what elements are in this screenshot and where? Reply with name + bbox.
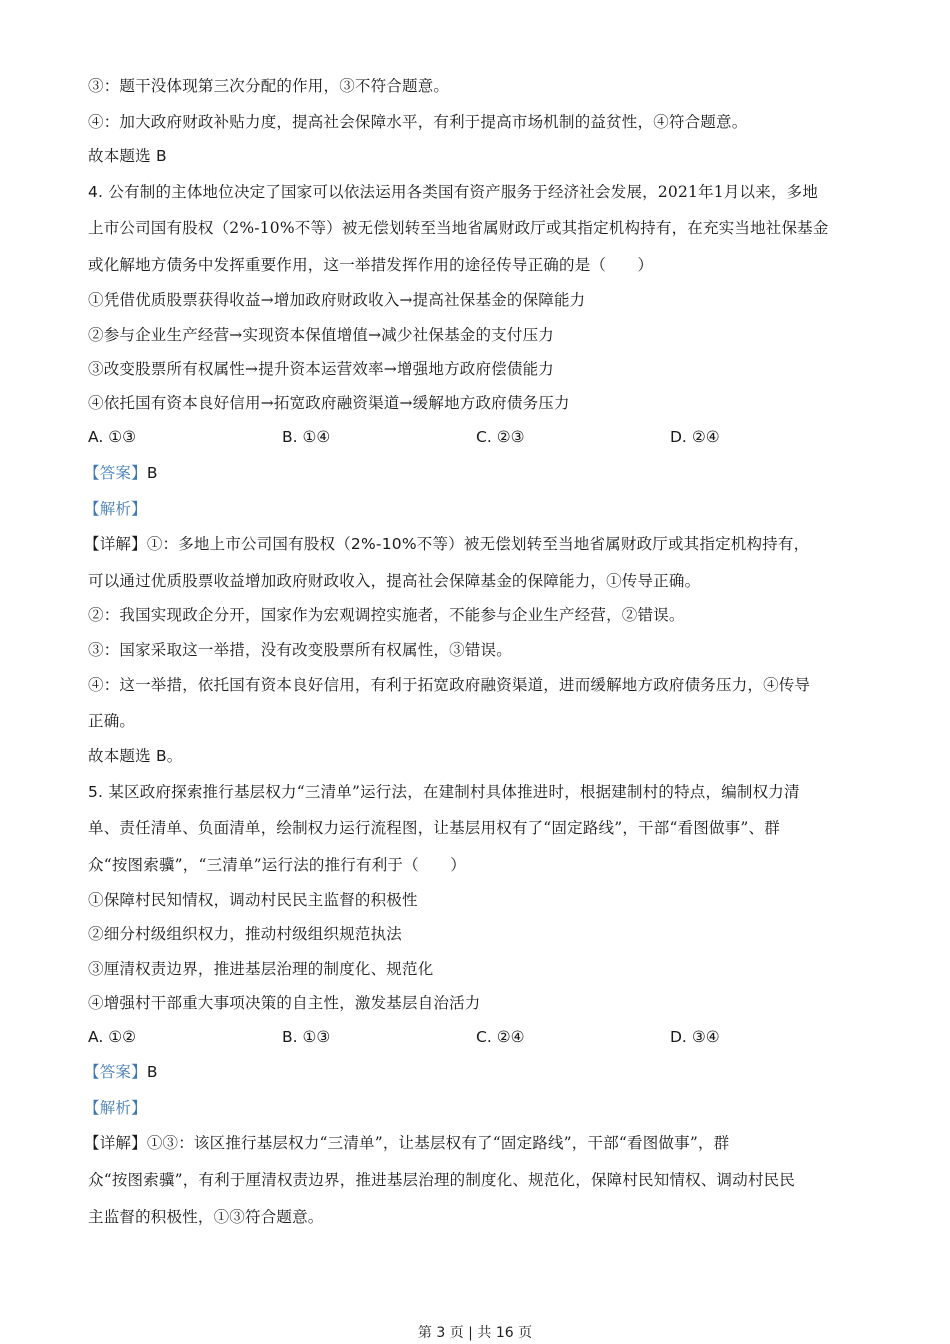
answer-label: 【答案】: [84, 1063, 147, 1081]
detail-text: ①③：该区推行基层权力“三清单”，让基层权有了“固定路线”，干部“看图做事”，群: [146, 1134, 730, 1152]
q4-detail-line-5: ④：这一举措，依托国有资本良好信用，有利于拓宽政府融资渠道，进而缓解地方政府债务压力，④传导: [88, 676, 811, 694]
q5-detail-line-1: [84, 1133, 729, 1153]
option-letter: D.: [670, 428, 687, 446]
conclusion-text: 故本题选: [88, 747, 151, 765]
q5-statement-1: ①保障村民知情权，调动村民民主监督的积极性: [88, 891, 418, 909]
option-letter: A.: [88, 1028, 104, 1046]
option-letter: B.: [282, 428, 298, 446]
prev-analysis-line-4: ④：加大政府财政补贴力度，提高社会保障水平，有利于提高市场机制的益贫性，④符合题意。: [88, 113, 748, 131]
q4-detail-line-6: 正确。: [88, 712, 136, 730]
q4-number: 4.: [88, 183, 104, 201]
analysis-label: 【解析】: [84, 500, 147, 518]
q5-option-d: [670, 1027, 720, 1047]
q4-detail-line-1: [84, 534, 809, 554]
q4-option-b: [282, 427, 330, 447]
q5-statement-2: ②细分村级组织权力，推动村级组织规范执法: [88, 925, 403, 943]
detail-text: 不等）被无偿划转至当地省属财政厅或其指定机构持有，: [416, 535, 810, 553]
current-page-number: 3: [436, 1325, 446, 1341]
q4-detail-line-2: 可以通过优质股票收益增加政府财政收入，提高社会保障基金的保障能力，①传导正确。: [88, 572, 701, 590]
analysis-label: 【解析】: [84, 1099, 147, 1117]
detail-label: 【详解】: [84, 535, 147, 553]
q5-option-a: [88, 1027, 136, 1047]
q5-option-b: [282, 1027, 330, 1047]
detail-percent: 2%-10%: [350, 535, 417, 553]
q5-analysis-label: [84, 1098, 147, 1118]
option-letter: A.: [88, 428, 104, 446]
q5-detail-line-3: 主监督的积极性，①③符合题意。: [88, 1208, 324, 1226]
q4-statement-4: ④依托国有资本良好信用→拓宽政府融资渠道→缓解地方政府债务压力: [88, 394, 570, 412]
option-letter: B.: [282, 1028, 298, 1046]
q4-detail-line-4: ③：国家采取这一举措，没有改变股票所有权属性，③错误。: [88, 641, 512, 659]
q5-statement-4: ④增强村干部重大事项决策的自主性，激发基层自治活力: [88, 994, 481, 1012]
option-value: ②③: [496, 428, 525, 446]
answer-value: B: [146, 1063, 158, 1081]
conclusion-answer: B: [155, 747, 167, 765]
conclusion-text: 故本题选: [88, 147, 151, 165]
q4-statement-1: ①凭借优质股票获得收益→增加政府财政收入→提高社保基金的保障能力: [88, 291, 586, 309]
answer-label: 【答案】: [84, 464, 147, 482]
option-letter: C.: [476, 428, 492, 446]
q5-option-c: [476, 1027, 524, 1047]
footer-text: 页: [518, 1325, 533, 1341]
prev-conclusion: [88, 146, 167, 166]
option-value: ①②: [108, 1028, 136, 1046]
q5-detail-line-2: 众“按图索骥”，有利于厘清权责边界，推进基层治理的制度化、规范化，保障村民知情权、调动村民民: [88, 1171, 796, 1189]
prev-analysis-line-3: ③：题干没体现第三次分配的作用，③不符合题意。: [88, 77, 450, 95]
conclusion-suffix: 。: [166, 747, 183, 765]
q4-statement-2: ②参与企业生产经营→实现资本保值增值→减少社保基金的支付压力: [88, 326, 554, 344]
option-value: ②④: [496, 1028, 525, 1046]
q5-number: 5.: [88, 783, 104, 801]
q4-stem-line-3: 或化解地方债务中发挥重要作用，这一举措发挥作用的途径传导正确的是（ ）: [88, 256, 654, 274]
detail-label: 【详解】: [84, 1134, 147, 1152]
q4-detail-line-3: ②：我国实现政企分开，国家作为宏观调控实施者，不能参与企业生产经营，②错误。: [88, 606, 685, 624]
option-letter: D.: [670, 1028, 687, 1046]
q5-statement-3: ③厘清权责边界，推进基层治理的制度化、规范化: [88, 960, 434, 978]
q4-option-c: [476, 427, 524, 447]
q4-answer: [84, 463, 158, 483]
page-footer: [0, 1322, 950, 1342]
q5-answer: [84, 1062, 158, 1082]
conclusion-answer: B: [155, 147, 167, 165]
answer-value: B: [146, 464, 158, 482]
option-value: ①④: [302, 428, 331, 446]
option-value: ①③: [108, 428, 136, 446]
q5-stem-line-2: 单、责任清单、负面清单，绘制权力运行流程图，让基层用权有了“固定路线”，干部“看图做事”、群: [88, 819, 780, 837]
footer-text: 第: [417, 1325, 432, 1341]
q4-option-d: [670, 427, 720, 447]
q5-stem-text: 某区政府探索推行基层权力“三清单”运行法，在建制村具体推进时，根据建制村的特点，编制权力清: [108, 783, 800, 801]
total-page-number: 16: [495, 1325, 514, 1341]
option-letter: C.: [476, 1028, 492, 1046]
q5-stem-line-1: [88, 782, 800, 802]
q4-stem-line-2: 上市公司国有股权（2%-10%不等）被无偿划转至当地省属财政厅或其指定机构持有，在充实当地社保基金: [88, 219, 829, 237]
q4-conclusion: [88, 746, 183, 766]
footer-text: 页 | 共: [449, 1325, 492, 1341]
q5-stem-line-3: 众“按图索骥”，“三清单”运行法的推行有利于（ ）: [88, 856, 466, 874]
q4-stem-text: 公有制的主体地位决定了国家可以依法运用各类国有资产服务于经济社会发展，2021年1月以来，多地: [108, 183, 819, 201]
option-value: ①③: [302, 1028, 331, 1046]
option-value: ②④: [691, 428, 720, 446]
detail-text: ①：多地上市公司国有股权（: [146, 535, 351, 553]
q4-statement-3: ③改变股票所有权属性→提升资本运营效率→增强地方政府偿债能力: [88, 360, 554, 378]
q4-option-a: [88, 427, 136, 447]
q4-analysis-label: [84, 499, 147, 519]
q4-stem-line-1: [88, 182, 818, 202]
option-value: ③④: [691, 1028, 720, 1046]
